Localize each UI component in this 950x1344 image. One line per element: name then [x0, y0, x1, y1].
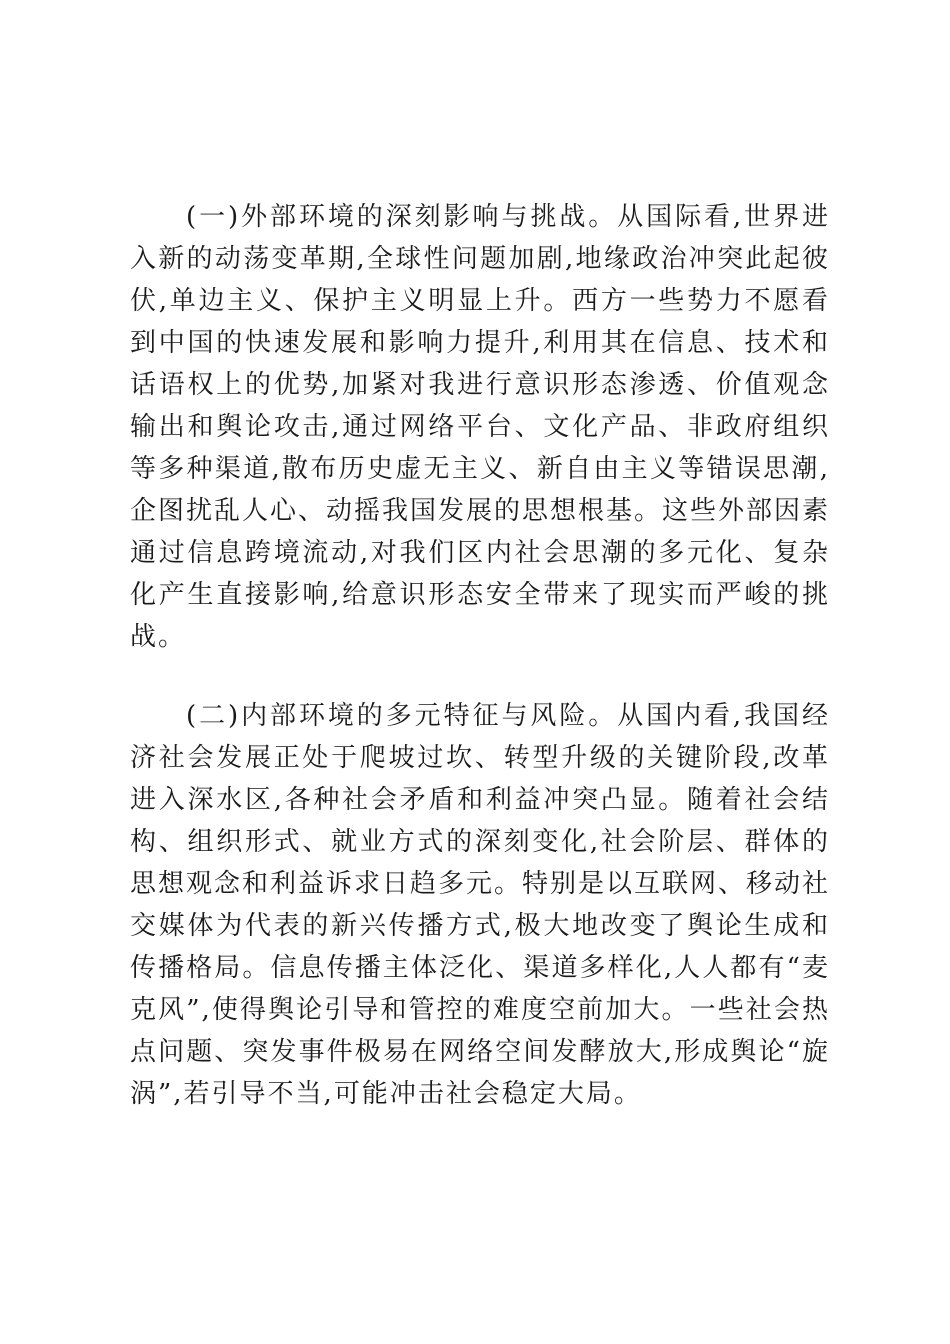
- paragraph-external-environment: (一)外部环境的深刻影响与挑战。从国际看,世界进入新的动荡变革期,全球性问题加剧,地缘政治冲突此起彼伏,单边主义、保护主义明显上升。西方一些势力不愿看到中国的快速发展和影响力提升,利用其在信息、技术和话语权上的优势,加紧对我进行意识形态渗透、价值观念输出和舆论攻击,通过网络平台、文化产品、非政府组织等多种渠道,散布历史虚无主义、新自由主义等错误思潮,企图扰乱人心、动摇我国发展的思想根基。这些外部因素通过信息跨境流动,对我们区内社会思潮的多元化、复杂化产生直接影响,给意识形态安全带来了现实而严峻的挑战。: [130, 202, 831, 652]
- paragraph-internal-environment: (二)内部环境的多元特征与风险。从国内看,我国经济社会发展正处于爬坡过坎、转型升级的关键阶段,改革进入深水区,各种社会矛盾和利益冲突凸显。随着社会结构、组织形式、就业方式的深刻变化,社会阶层、群体的思想观念和利益诉求日趋多元。特别是以互联网、移动社交媒体为代表的新兴传播方式,极大地改变了舆论生成和传播格局。信息传播主体泛化、渠道多样化,人人都有“麦克风”,使得舆论引导和管控的难度空前加大。一些社会热点问题、突发事件极易在网络空间发酵放大,形成舆论“旋涡”,若引导不当,可能冲击社会稳定大局。: [130, 701, 831, 1109]
